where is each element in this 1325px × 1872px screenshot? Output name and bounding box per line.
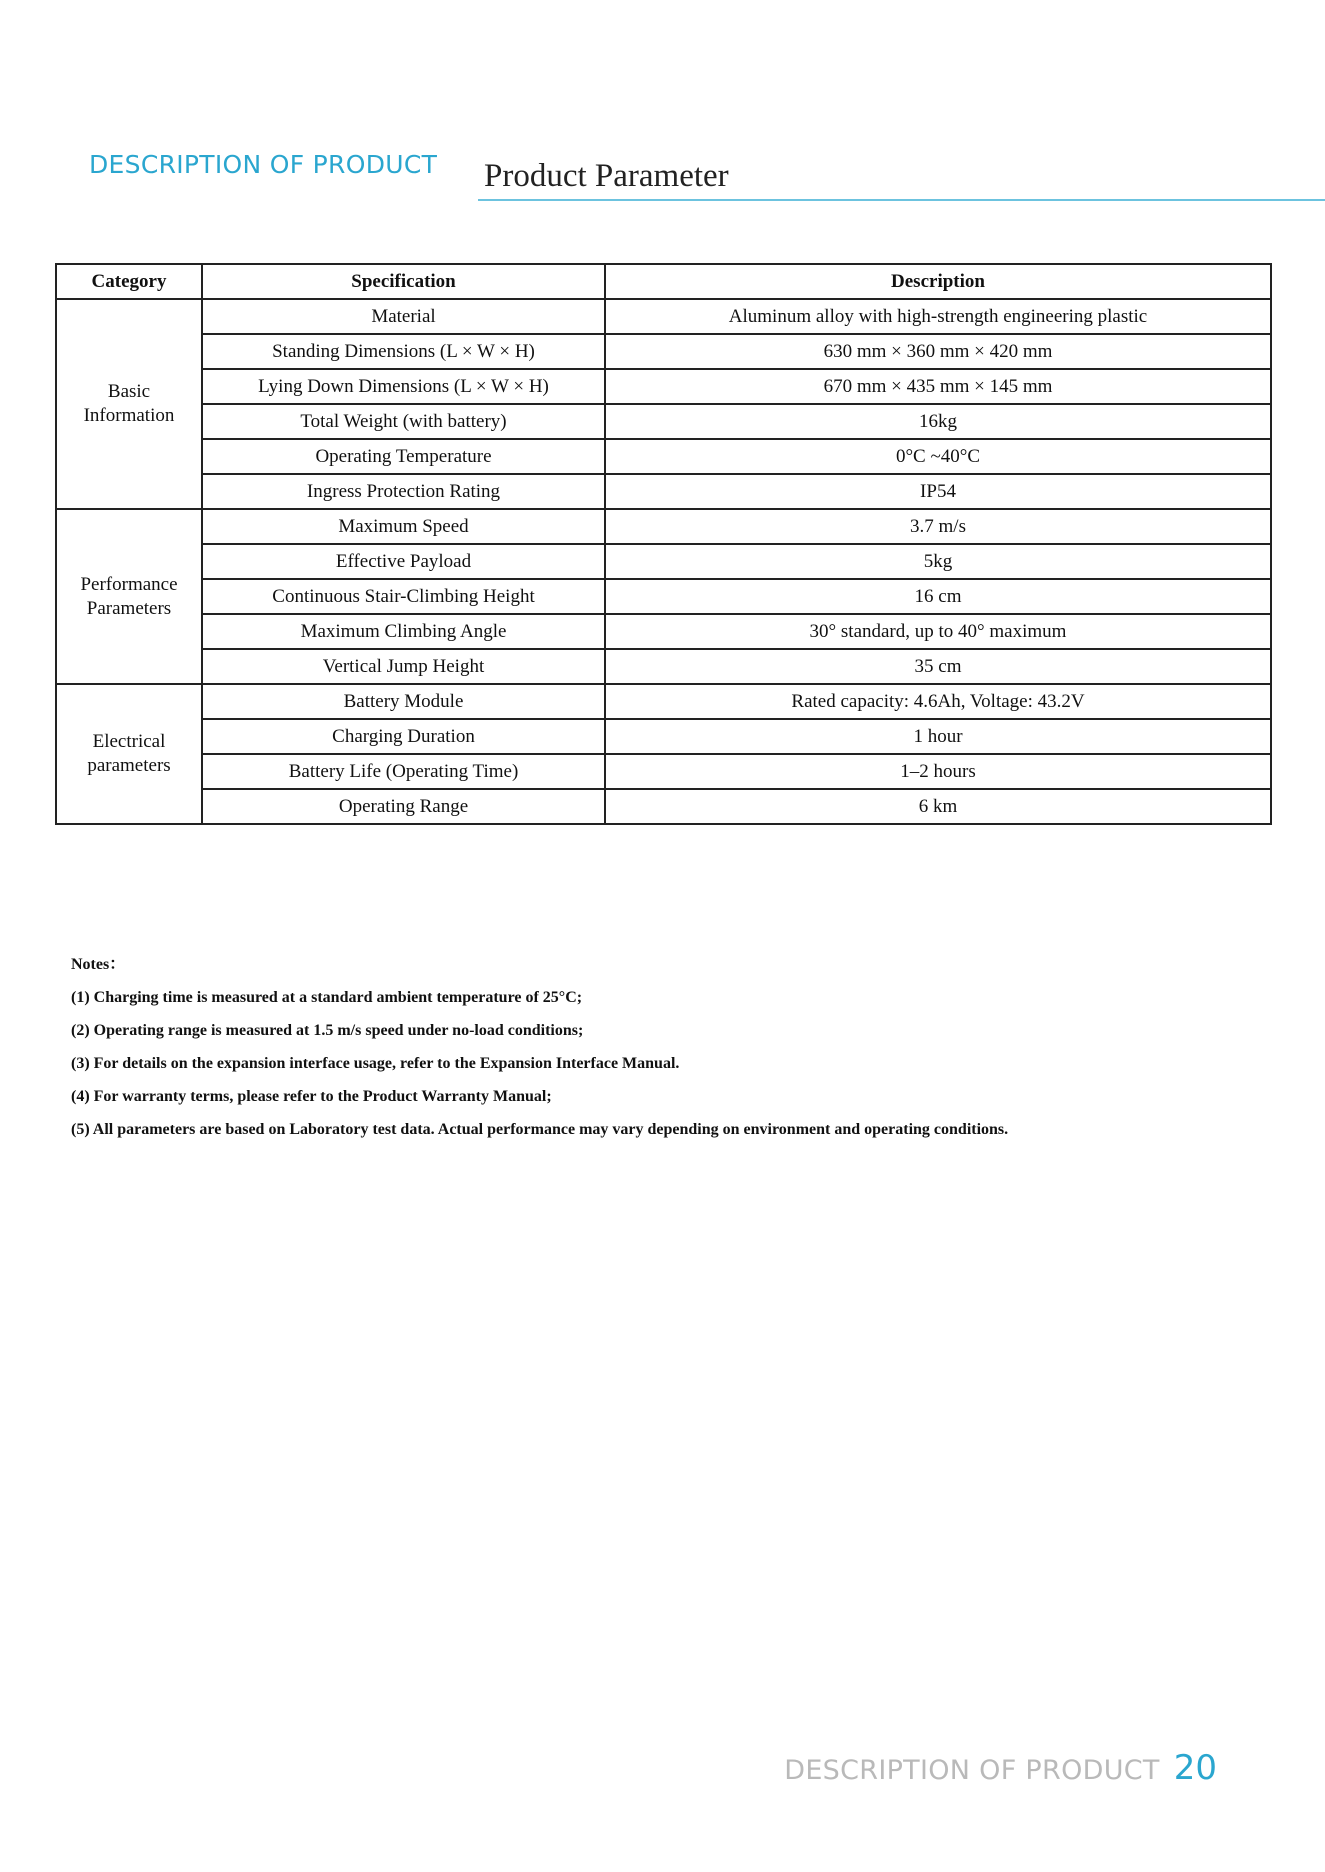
specification-cell: Charging Duration <box>202 719 605 754</box>
category-label: Electrical <box>92 731 166 752</box>
section-label: DESCRIPTION OF PRODUCT <box>89 150 438 179</box>
table-row <box>56 684 1271 719</box>
description-cell: 35 cm <box>605 649 1271 684</box>
specification-cell: Total Weight (with battery) <box>202 404 605 439</box>
category-label: Basic <box>107 381 151 402</box>
table-body <box>56 299 1271 824</box>
category-label: Performance <box>80 573 178 595</box>
category-cell <box>56 684 202 824</box>
note-item: (1) Charging time is measured at a standard ambient temperature of 25°C; <box>71 989 583 1006</box>
specification-cell: Material <box>202 299 605 334</box>
description-cell: 670 mm × 435 mm × 145 mm <box>605 369 1271 404</box>
table-row <box>56 369 1271 404</box>
column-header-description: Description <box>605 264 1271 299</box>
note-item: (5) All parameters are based on Laboratory test data. Actual performance may vary depending on environment and operating conditions. <box>71 1121 1009 1138</box>
product-parameter-table <box>55 263 1272 825</box>
specification-cell: Battery Life (Operating Time) <box>202 754 605 789</box>
page-title: Product Parameter <box>484 158 729 194</box>
notes-section <box>71 952 1271 1150</box>
title-divider <box>478 199 1325 201</box>
note-item: (4) For warranty terms, please refer to the Product Warranty Manual; <box>71 1088 552 1105</box>
description-cell: 0°C ~40°C <box>605 439 1271 474</box>
column-header-category: Category <box>56 264 202 299</box>
category-label: parameters <box>87 755 171 776</box>
specification-cell: Operating Temperature <box>202 439 605 474</box>
specification-cell: Standing Dimensions (L × W × H) <box>202 334 605 369</box>
description-cell: 3.7 m/s <box>605 509 1271 544</box>
table-row <box>56 754 1271 789</box>
specification-cell: Continuous Stair-Climbing Height <box>202 579 605 614</box>
description-cell: 16kg <box>605 404 1271 439</box>
page-footer <box>784 1748 1217 1788</box>
notes-title: Notes： <box>71 956 126 973</box>
column-header-specification: Specification <box>202 264 605 299</box>
table-row <box>56 789 1271 824</box>
specification-cell: Maximum Speed <box>202 509 605 544</box>
table-row <box>56 474 1271 509</box>
category-cell <box>56 299 202 509</box>
table-row <box>56 544 1271 579</box>
table-row <box>56 404 1271 439</box>
page-number: 20 <box>1173 1748 1217 1788</box>
table-row <box>56 509 1271 544</box>
description-cell: 30° standard, up to 40° maximum <box>605 614 1271 649</box>
table-row <box>56 439 1271 474</box>
table-row <box>56 334 1271 369</box>
description-cell: 1–2 hours <box>605 754 1271 789</box>
description-cell: IP54 <box>605 474 1271 509</box>
table-row <box>56 579 1271 614</box>
description-cell: Rated capacity: 4.6Ah, Voltage: 43.2V <box>605 684 1271 719</box>
specification-cell: Operating Range <box>202 789 605 824</box>
table-row <box>56 649 1271 684</box>
note-item: (2) Operating range is measured at 1.5 m/s speed under no-load conditions; <box>71 1022 584 1039</box>
specification-cell: Maximum Climbing Angle <box>202 614 605 649</box>
description-cell: Aluminum alloy with high-strength engineering plastic <box>605 299 1271 334</box>
note-item: (3) For details on the expansion interface usage, refer to the Expansion Interface Manual. <box>71 1055 680 1072</box>
description-cell: 6 km <box>605 789 1271 824</box>
specification-cell: Vertical Jump Height <box>202 649 605 684</box>
specification-cell: Ingress Protection Rating <box>202 474 605 509</box>
table-header-row <box>56 264 1271 299</box>
description-cell: 16 cm <box>605 579 1271 614</box>
specification-cell: Lying Down Dimensions (L × W × H) <box>202 369 605 404</box>
category-label: Parameters <box>86 597 172 619</box>
footer-section-label: DESCRIPTION OF PRODUCT <box>784 1755 1160 1786</box>
category-cell <box>56 509 202 684</box>
specification-cell: Effective Payload <box>202 544 605 579</box>
category-label: Information <box>83 405 175 426</box>
specification-cell: Battery Module <box>202 684 605 719</box>
table-row <box>56 719 1271 754</box>
table-row <box>56 614 1271 649</box>
table-row <box>56 299 1271 334</box>
description-cell: 630 mm × 360 mm × 420 mm <box>605 334 1271 369</box>
description-cell: 1 hour <box>605 719 1271 754</box>
description-cell: 5kg <box>605 544 1271 579</box>
